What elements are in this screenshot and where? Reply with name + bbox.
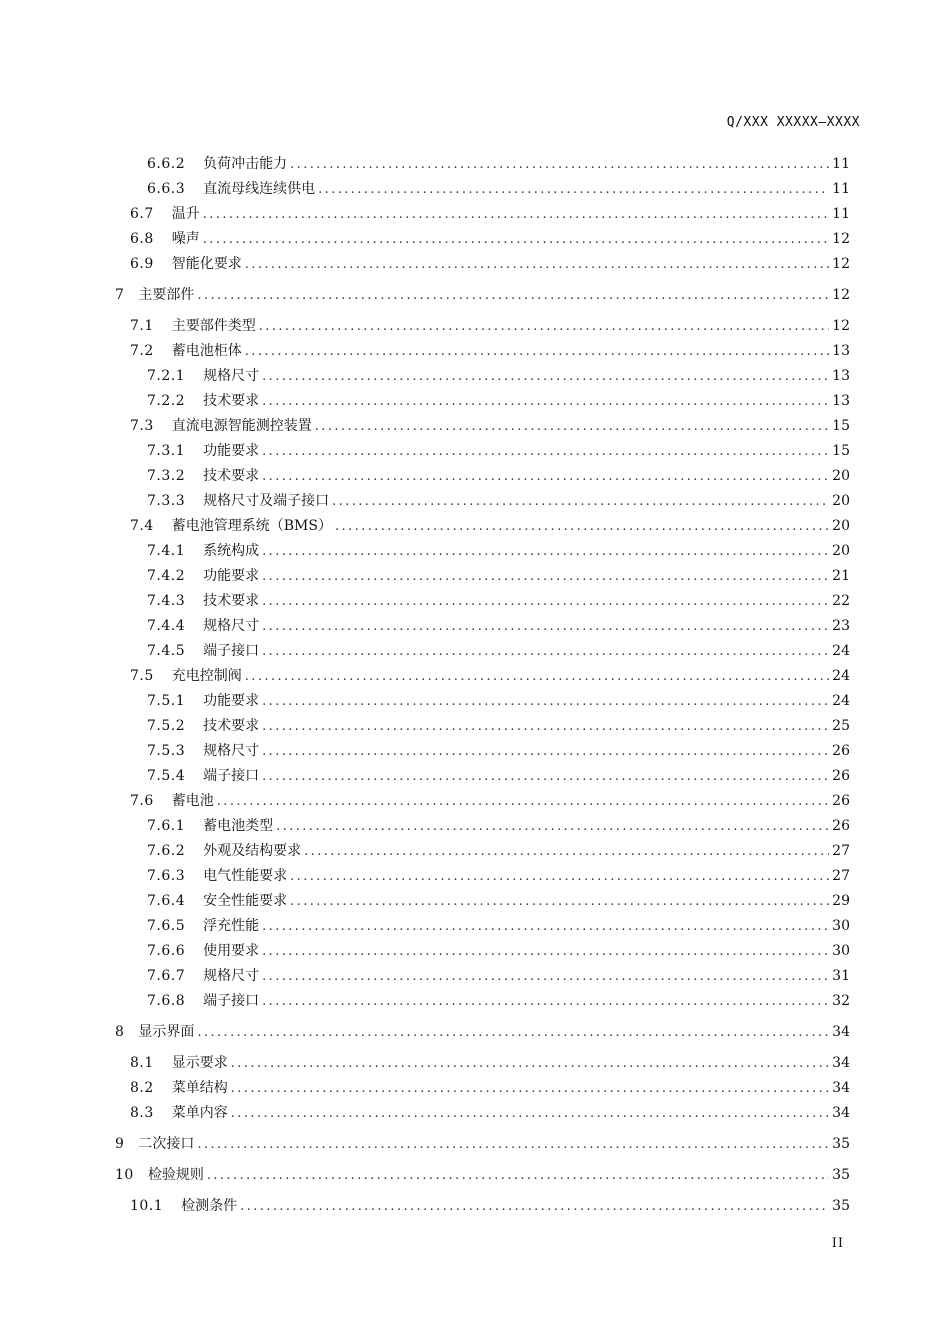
toc-entry[interactable] [147,390,850,412]
page-number: II [831,1236,844,1251]
toc-entry-number: 10.1 [130,1198,164,1214]
toc-entry-number: 7.5.1 [147,693,186,709]
toc-entry-title: 浮充性能 [203,918,260,934]
toc-entry-title: 温升 [171,206,200,222]
toc-entry[interactable] [147,740,850,762]
toc-entry-number: 7.6.3 [147,868,186,884]
toc-leader-dots [217,791,829,813]
document-code: Q/XXX XXXXX—XXXX [726,115,860,130]
toc-entry[interactable] [130,515,850,537]
toc-leader-dots [262,766,829,788]
toc-entry[interactable] [130,790,850,812]
toc-entry-title: 电气性能要求 [203,868,288,884]
toc-entry[interactable] [130,203,850,225]
toc-entry-number: 10 [115,1167,134,1183]
toc-entry[interactable] [147,440,850,462]
toc-leader-dots [315,416,829,438]
toc-leader-dots [262,566,829,588]
toc-leader-dots [245,254,829,276]
toc-entry-page: 35 [832,1136,850,1152]
toc-entry[interactable] [147,940,850,962]
toc-entry-number: 7 [115,287,125,303]
toc-entry-title: 端子接口 [203,993,260,1009]
toc-entry-title: 系统构成 [203,543,260,559]
toc-entry[interactable] [130,1195,850,1217]
toc-leader-dots [262,391,829,413]
toc-entry-page: 20 [832,543,850,559]
toc-entry-number: 7.5.4 [147,768,186,784]
toc-entry-title: 外观及结构要求 [203,843,302,859]
toc-entry-page: 34 [832,1055,850,1071]
toc-entry-page: 34 [832,1080,850,1096]
toc-leader-dots [335,516,829,538]
toc-entry-number: 7.6.5 [147,918,186,934]
toc-entry-title: 检测条件 [181,1198,238,1214]
toc-entry-title: 菜单结构 [171,1080,228,1096]
toc-entry-title: 规格尺寸 [203,368,260,384]
toc-entry-page: 35 [832,1167,850,1183]
toc-entry-number: 6.8 [130,231,154,247]
toc-entry-title: 显示要求 [171,1055,228,1071]
toc-entry[interactable] [147,615,850,637]
toc-entry[interactable] [147,590,850,612]
toc-leader-dots [262,916,829,938]
toc-entry-title: 技术要求 [203,593,260,609]
toc-entry-number: 7.2.2 [147,393,186,409]
toc-entry[interactable] [147,965,850,987]
toc-entry-page: 27 [832,843,850,859]
toc-entry[interactable] [147,990,850,1012]
toc-entry-page: 11 [832,206,850,222]
toc-entry-number: 7.2.1 [147,368,186,384]
toc-entry-page: 26 [832,793,850,809]
toc-entry-number: 7.6.6 [147,943,186,959]
toc-entry-title: 功能要求 [203,693,260,709]
toc-entry-number: 8.3 [130,1105,154,1121]
toc-entry-title: 主要部件 [138,287,195,303]
toc-leader-dots [259,316,829,338]
toc-entry-title: 技术要求 [203,468,260,484]
toc-leader-dots [318,179,829,201]
toc-entry[interactable] [147,690,850,712]
toc-entry[interactable] [147,865,850,887]
toc-entry[interactable] [130,340,850,362]
toc-leader-dots [197,1022,829,1044]
toc-entry-page: 23 [832,618,850,634]
toc-entry-title: 检验规则 [147,1167,204,1183]
toc-entry-number: 7.6.4 [147,893,186,909]
toc-entry-page: 30 [832,918,850,934]
toc-entry-number: 7.6 [130,793,154,809]
toc-entry-title: 显示界面 [138,1024,195,1040]
toc-entry[interactable] [147,715,850,737]
toc-entry-page: 35 [832,1198,850,1214]
toc-entry-page: 22 [832,593,850,609]
toc-entry-page: 34 [832,1105,850,1121]
toc-entry[interactable] [147,490,850,512]
toc-leader-dots [290,891,829,913]
toc-entry-page: 32 [832,993,850,1009]
toc-entry[interactable] [130,1077,850,1099]
toc-leader-dots [262,966,829,988]
toc-entry-number: 8.2 [130,1080,154,1096]
toc-entry[interactable] [147,365,850,387]
toc-entry-page: 13 [832,343,850,359]
toc-entry[interactable] [130,665,850,687]
toc-entry-number: 7.6.2 [147,843,186,859]
toc-entry-page: 15 [832,418,850,434]
toc-entry-number: 7.4.1 [147,543,186,559]
toc-entry[interactable] [115,1021,850,1043]
toc-leader-dots [262,941,829,963]
toc-entry[interactable] [130,415,850,437]
toc-entry-number: 7.6.7 [147,968,186,984]
toc-entry[interactable] [147,815,850,837]
toc-entry-page: 31 [832,968,850,984]
toc-entry-number: 7.3 [130,418,154,434]
toc-leader-dots [197,285,829,307]
toc-entry-number: 7.1 [130,318,154,334]
toc-entry-number: 6.6.2 [147,156,186,172]
toc-leader-dots [262,541,829,563]
toc-entry-page: 13 [832,368,850,384]
toc-leader-dots [262,641,829,663]
toc-leader-dots [262,441,829,463]
toc-entry-page: 15 [832,443,850,459]
toc-entry-page: 26 [832,743,850,759]
toc-entry-page: 20 [832,518,850,534]
toc-leader-dots [203,204,829,226]
toc-entry-number: 7.3.3 [147,493,186,509]
toc-entry[interactable] [147,565,850,587]
toc-entry-title: 蓄电池管理系统（BMS） [171,518,332,534]
toc-entry-number: 7.3.1 [147,443,186,459]
toc-entry[interactable] [147,465,850,487]
toc-entry-title: 噪声 [171,231,200,247]
toc-leader-dots [262,616,829,638]
toc-entry-number: 7.3.2 [147,468,186,484]
toc-entry-page: 24 [832,668,850,684]
toc-entry[interactable] [130,1102,850,1124]
toc-entry-page: 12 [832,256,850,272]
toc-entry-page: 12 [832,287,850,303]
toc-leader-dots [262,991,829,1013]
toc-entry-title: 直流电源智能测控装置 [171,418,312,434]
toc-entry-title: 规格尺寸 [203,968,260,984]
toc-entry-page: 26 [832,818,850,834]
toc-entry-title: 功能要求 [203,568,260,584]
toc-entry-number: 7.4.2 [147,568,186,584]
toc-entry[interactable] [115,284,850,306]
toc-leader-dots [245,666,829,688]
toc-entry-number: 6.9 [130,256,154,272]
toc-entry-number: 7.6.8 [147,993,186,1009]
toc-entry[interactable] [147,153,850,175]
toc-leader-dots [203,229,829,251]
toc-leader-dots [290,866,829,888]
toc-entry-page: 20 [832,468,850,484]
toc-entry-title: 蓄电池柜体 [171,343,242,359]
toc-entry-number: 8 [115,1024,125,1040]
toc-entry[interactable] [130,315,850,337]
toc-entry[interactable] [147,915,850,937]
toc-leader-dots [276,816,829,838]
toc-entry-number: 7.6.1 [147,818,186,834]
toc-entry-title: 蓄电池 [171,793,214,809]
toc-entry[interactable] [147,178,850,200]
toc-entry-page: 24 [832,643,850,659]
toc-entry-title: 二次接口 [138,1136,195,1152]
toc-entry-number: 7.5 [130,668,154,684]
toc-entry-number: 7.4.3 [147,593,186,609]
toc-entry-number: 9 [115,1136,125,1152]
toc-entry-page: 12 [832,318,850,334]
toc-entry-page: 24 [832,693,850,709]
toc-entry-page: 21 [832,568,850,584]
toc-entry-page: 34 [832,1024,850,1040]
toc-entry-page: 26 [832,768,850,784]
toc-entry-title: 安全性能要求 [203,893,288,909]
toc-leader-dots [262,716,829,738]
toc-entry-page: 30 [832,943,850,959]
toc-entry-number: 8.1 [130,1055,154,1071]
toc-entry[interactable] [130,253,850,275]
toc-leader-dots [332,491,829,513]
toc-leader-dots [231,1053,829,1075]
toc-entry[interactable] [147,540,850,562]
toc-entry-title: 规格尺寸 [203,618,260,634]
toc-leader-dots [262,591,829,613]
toc-leader-dots [304,841,829,863]
toc-leader-dots [262,466,829,488]
toc-entry[interactable] [147,640,850,662]
toc-entry[interactable] [147,840,850,862]
toc-entry-number: 7.4.4 [147,618,186,634]
toc-leader-dots [231,1103,829,1125]
toc-entry-page: 11 [832,156,850,172]
toc-entry-number: 7.4 [130,518,154,534]
toc-entry-title: 使用要求 [203,943,260,959]
toc-leader-dots [197,1134,829,1156]
toc-entry-title: 负荷冲击能力 [203,156,288,172]
toc-entry-title: 直流母线连续供电 [203,181,316,197]
toc-entry-title: 蓄电池类型 [203,818,274,834]
toc-entry[interactable] [115,1133,850,1155]
toc-entry-page: 20 [832,493,850,509]
toc-entry-title: 技术要求 [203,393,260,409]
toc-entry-title: 充电控制阀 [171,668,242,684]
toc-entry-number: 6.7 [130,206,154,222]
toc-leader-dots [262,366,829,388]
toc-entry-title: 端子接口 [203,643,260,659]
toc-entry-page: 25 [832,718,850,734]
toc-entry-page: 13 [832,393,850,409]
toc-entry-page: 11 [832,181,850,197]
toc-entry-number: 7.5.3 [147,743,186,759]
toc-entry-title: 端子接口 [203,768,260,784]
toc-entry[interactable] [130,228,850,250]
toc-entry-title: 技术要求 [203,718,260,734]
toc-leader-dots [290,154,829,176]
toc-leader-dots [262,691,829,713]
toc-leader-dots [240,1196,829,1218]
toc-entry[interactable] [147,890,850,912]
toc-entry-title: 规格尺寸及端子接口 [203,493,330,509]
toc-entry[interactable] [130,1052,850,1074]
toc-entry[interactable] [115,1164,850,1186]
toc-leader-dots [231,1078,829,1100]
toc-entry-page: 29 [832,893,850,909]
toc-entry-title: 智能化要求 [171,256,242,272]
toc-leader-dots [207,1165,829,1187]
toc-entry-number: 7.4.5 [147,643,186,659]
toc-entry-page: 27 [832,868,850,884]
toc-entry-page: 12 [832,231,850,247]
toc-leader-dots [245,341,829,363]
toc-entry-title: 菜单内容 [171,1105,228,1121]
toc-entry-number: 6.6.3 [147,181,186,197]
toc-entry-title: 规格尺寸 [203,743,260,759]
toc-entry-number: 7.2 [130,343,154,359]
toc-entry-number: 7.5.2 [147,718,186,734]
toc-leader-dots [262,741,829,763]
toc-entry[interactable] [147,765,850,787]
toc-entry-title: 功能要求 [203,443,260,459]
toc-entry-title: 主要部件类型 [171,318,256,334]
